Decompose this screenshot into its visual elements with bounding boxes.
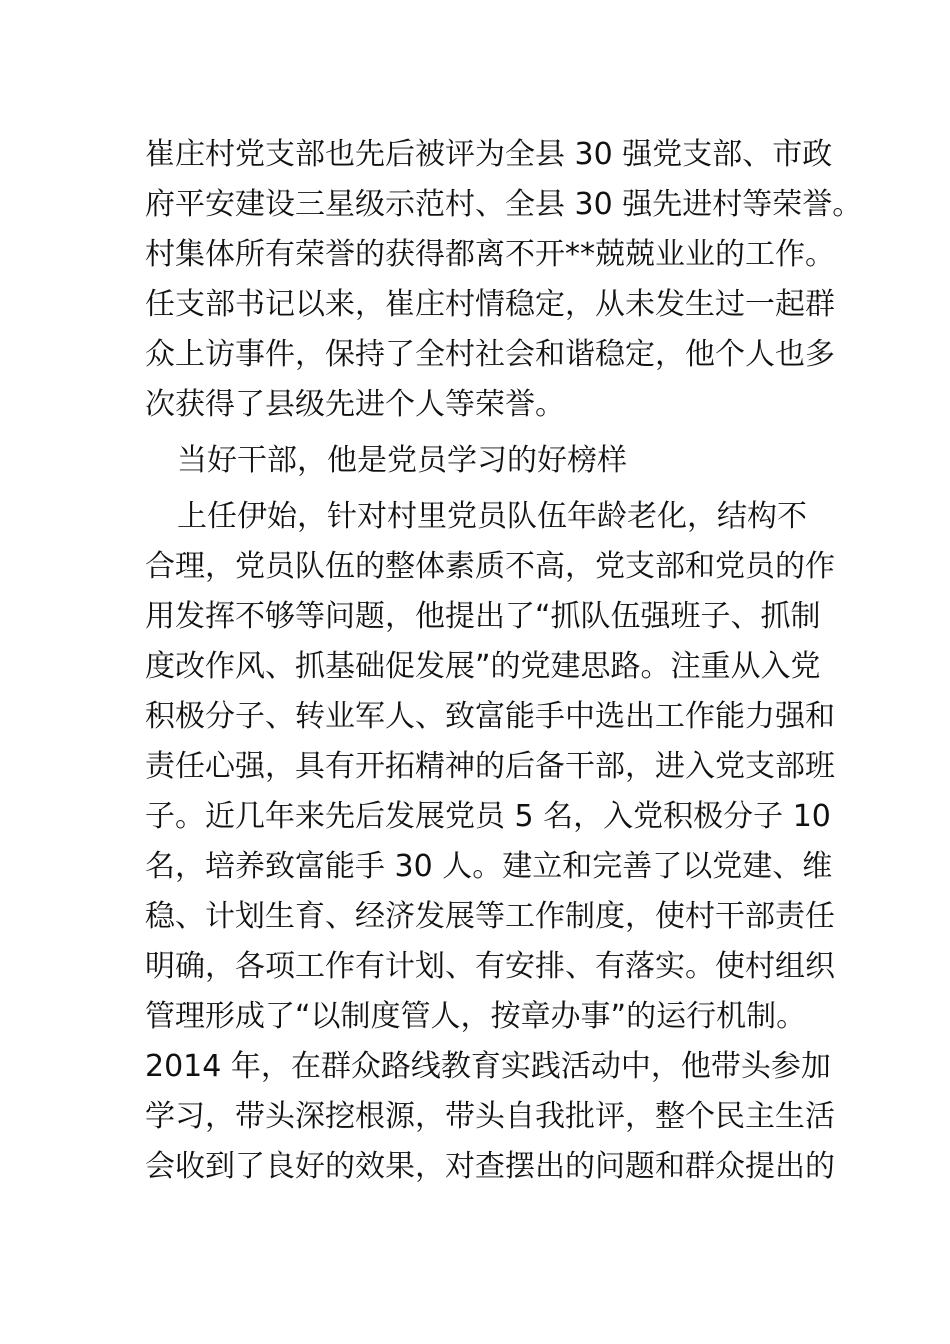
text-line: 责任心强，具有开拓精神的后备干部，进入党支部班 xyxy=(145,749,835,784)
text-line: 上任伊始，针对村里党员队伍年龄老化，结构不 xyxy=(177,499,807,534)
text-line: 次获得了县级先进个人等荣誉。 xyxy=(145,387,565,422)
text-line: 学习，带头深挖根源，带头自我批评，整个民主生活 xyxy=(145,1099,835,1134)
section-heading: 当好干部，他是党员学习的好榜样 xyxy=(177,443,627,478)
text-line: 稳、计划生育、经济发展等工作制度，使村干部责任 xyxy=(145,899,835,934)
text-line: 府平安建设三星级示范村、全县 30 强先进村等荣誉。 xyxy=(145,187,863,222)
text-line: 用发挥不够等问题，他提出了“抓队伍强班子、抓制 xyxy=(145,599,821,634)
paragraph-honors xyxy=(145,130,863,430)
text-line: 子。近几年来先后发展党员 5 名，入党积极分子 10 xyxy=(145,799,831,834)
text-line: 管理形成了“以制度管人，按章办事”的运行机制。 xyxy=(145,999,807,1034)
document-body xyxy=(145,130,863,1192)
text-line: 任支部书记以来，崔庄村情稳定，从未发生过一起群 xyxy=(145,287,835,322)
text-line: 名，培养致富能手 30 人。建立和完善了以党建、维 xyxy=(145,849,833,884)
text-line: 会收到了良好的效果，对查摆出的问题和群众提出的 xyxy=(145,1149,835,1184)
text-line: 明确，各项工作有计划、有安排、有落实。使村组织 xyxy=(145,949,835,984)
paragraph-party-building xyxy=(145,492,835,1192)
text-line: 2014 年，在群众路线教育实践活动中，他带头参加 xyxy=(145,1049,831,1084)
text-line: 崔庄村党支部也先后被评为全县 30 强党支部、市政 xyxy=(145,137,833,172)
section-heading-wrapper xyxy=(145,436,810,486)
text-line: 众上访事件，保持了全村社会和谐稳定，他个人也多 xyxy=(145,337,835,372)
text-line: 度改作风、抓基础促发展”的党建思路。注重从入党 xyxy=(145,649,821,684)
text-line: 积极分子、转业军人、致富能手中选出工作能力强和 xyxy=(145,699,835,734)
text-line: 合理，党员队伍的整体素质不高，党支部和党员的作 xyxy=(145,549,835,584)
text-line: 村集体所有荣誉的获得都离不开**兢兢业业的工作。 xyxy=(145,237,835,272)
